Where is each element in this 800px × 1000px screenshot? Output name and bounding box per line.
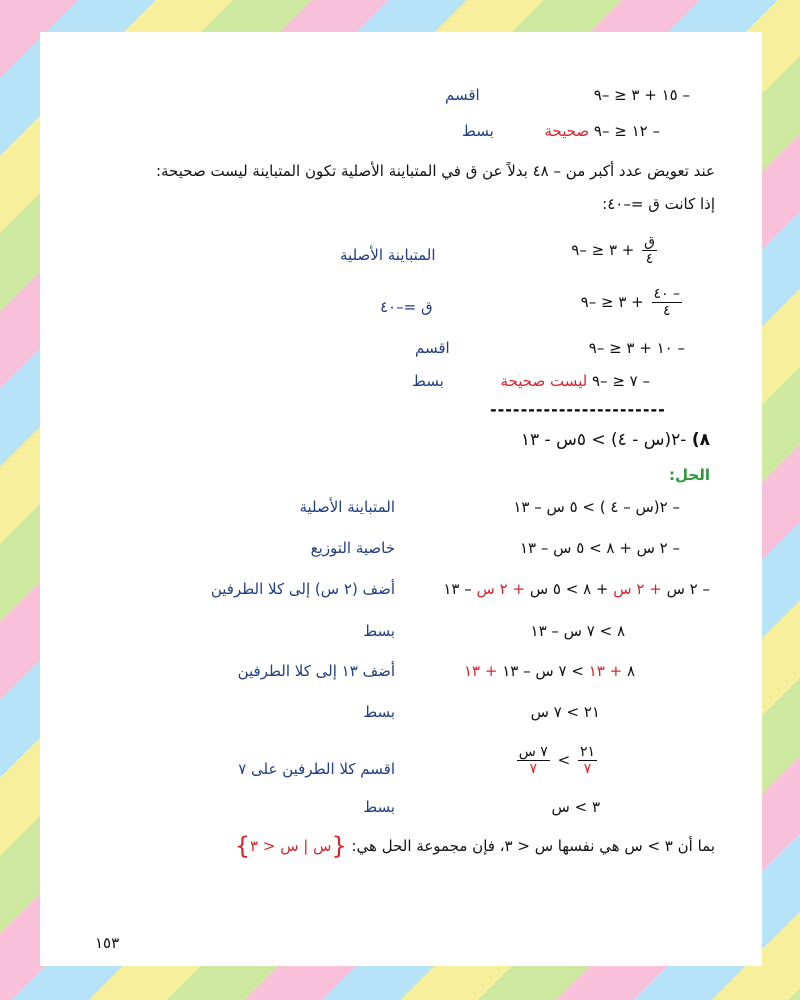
step-5-reason: أضف ١٣ إلى كلا الطرفين xyxy=(237,662,395,680)
step-7-expr: $\frac{٢١}{٧}$ > $\frac{\text{٧ س}}{٧}$ xyxy=(518,744,595,777)
separator: ----------------------- xyxy=(490,400,666,419)
step-6-expr: ٢١ > ٧ س xyxy=(530,703,600,721)
step-8-reason: بسط xyxy=(363,798,395,816)
step-1-reason: المتباينة الأصلية xyxy=(299,498,395,516)
math-expression: – ١٥ + ٣ ≤ –٩ xyxy=(593,86,690,104)
fraction: $\frac{٢١}{٧}$ xyxy=(579,744,595,777)
problem-number: ٨) xyxy=(691,430,710,450)
fraction: $\frac{- ٤٠}{٤}$ xyxy=(653,286,680,319)
step-reason: بسط xyxy=(412,372,444,390)
check2-line1: $\frac{\text{ق}}{٤}$ + ٣ ≤ –٩ xyxy=(571,234,655,267)
step-4-reason: بسط xyxy=(363,622,395,640)
conclusion: بما أن ٣ > س هي نفسها س < ٣، فإن مجموعة الحل هي: {س | س < ٣} xyxy=(234,832,715,860)
step-2-expr: – ٢ س + ٨ > ٥ س – ١٣ xyxy=(519,539,680,557)
page xyxy=(40,32,762,966)
paragraph: إذا كانت ق =–٤٠: xyxy=(602,195,715,213)
paragraph: عند تعويض عدد أكبر من – ٤٨ بدلاً عن ق في المتباينة الأصلية تكون المتباينة ليست صحيحة: xyxy=(155,162,715,180)
step-reason: المتباينة الأصلية xyxy=(340,246,436,264)
step-3-reason: أضف (٢ س) إلى كلا الطرفين xyxy=(210,580,395,598)
math-expression: – ١٢ ≤ –٩ xyxy=(593,122,660,140)
step-4-expr: ٨ > ٧ س – ١٣ xyxy=(530,622,625,640)
problem-8 xyxy=(460,430,710,450)
step-reason: بسط xyxy=(462,122,494,140)
fraction: $\frac{\text{٧ س}}{٧}$ xyxy=(518,744,548,777)
solution-label: الحل: xyxy=(669,466,710,484)
step-5-expr: ٨ + ١٣ > ٧ س – ١٣ + ١٣ xyxy=(464,662,635,680)
step-reason: اقسم xyxy=(415,339,450,357)
step-8-expr: ٣ > س xyxy=(551,798,600,816)
step-reason: اقسم xyxy=(445,86,480,104)
solution-set: س | س < ٣ xyxy=(250,837,332,855)
step-1-expr: – ٢(س – ٤ ) > ٥ س – ١٣ xyxy=(513,498,680,516)
step-3-expr: – ٢ س + ٢ س + ٨ > ٥ س + ٢ س – ١٣ xyxy=(443,580,710,598)
step-reason: ق =–٤٠ xyxy=(380,298,433,316)
true-label: صحيحة xyxy=(544,122,590,140)
check2-line3: – ١٠ + ٣ ≤ –٩ xyxy=(588,339,685,357)
fraction: $\frac{\text{ق}}{٤}$ xyxy=(644,234,655,267)
step-2-reason: خاصية التوزيع xyxy=(310,539,395,557)
step-7-reason: اقسم كلا الطرفين على ٧ xyxy=(238,760,395,778)
check2-line4: – ٧ ≤ –٩ ليست صحيحة xyxy=(500,372,650,390)
check1-line1 xyxy=(450,86,690,104)
problem-statement: -٢(س - ٤) > ٥س - ١٣ xyxy=(520,430,687,450)
false-label: ليست صحيحة xyxy=(500,372,588,390)
step-6-reason: بسط xyxy=(363,703,395,721)
check2-line2: $\frac{- ٤٠}{٤}$ + ٣ ≤ –٩ xyxy=(580,286,680,319)
page-number: ١٥٣ xyxy=(95,934,120,952)
